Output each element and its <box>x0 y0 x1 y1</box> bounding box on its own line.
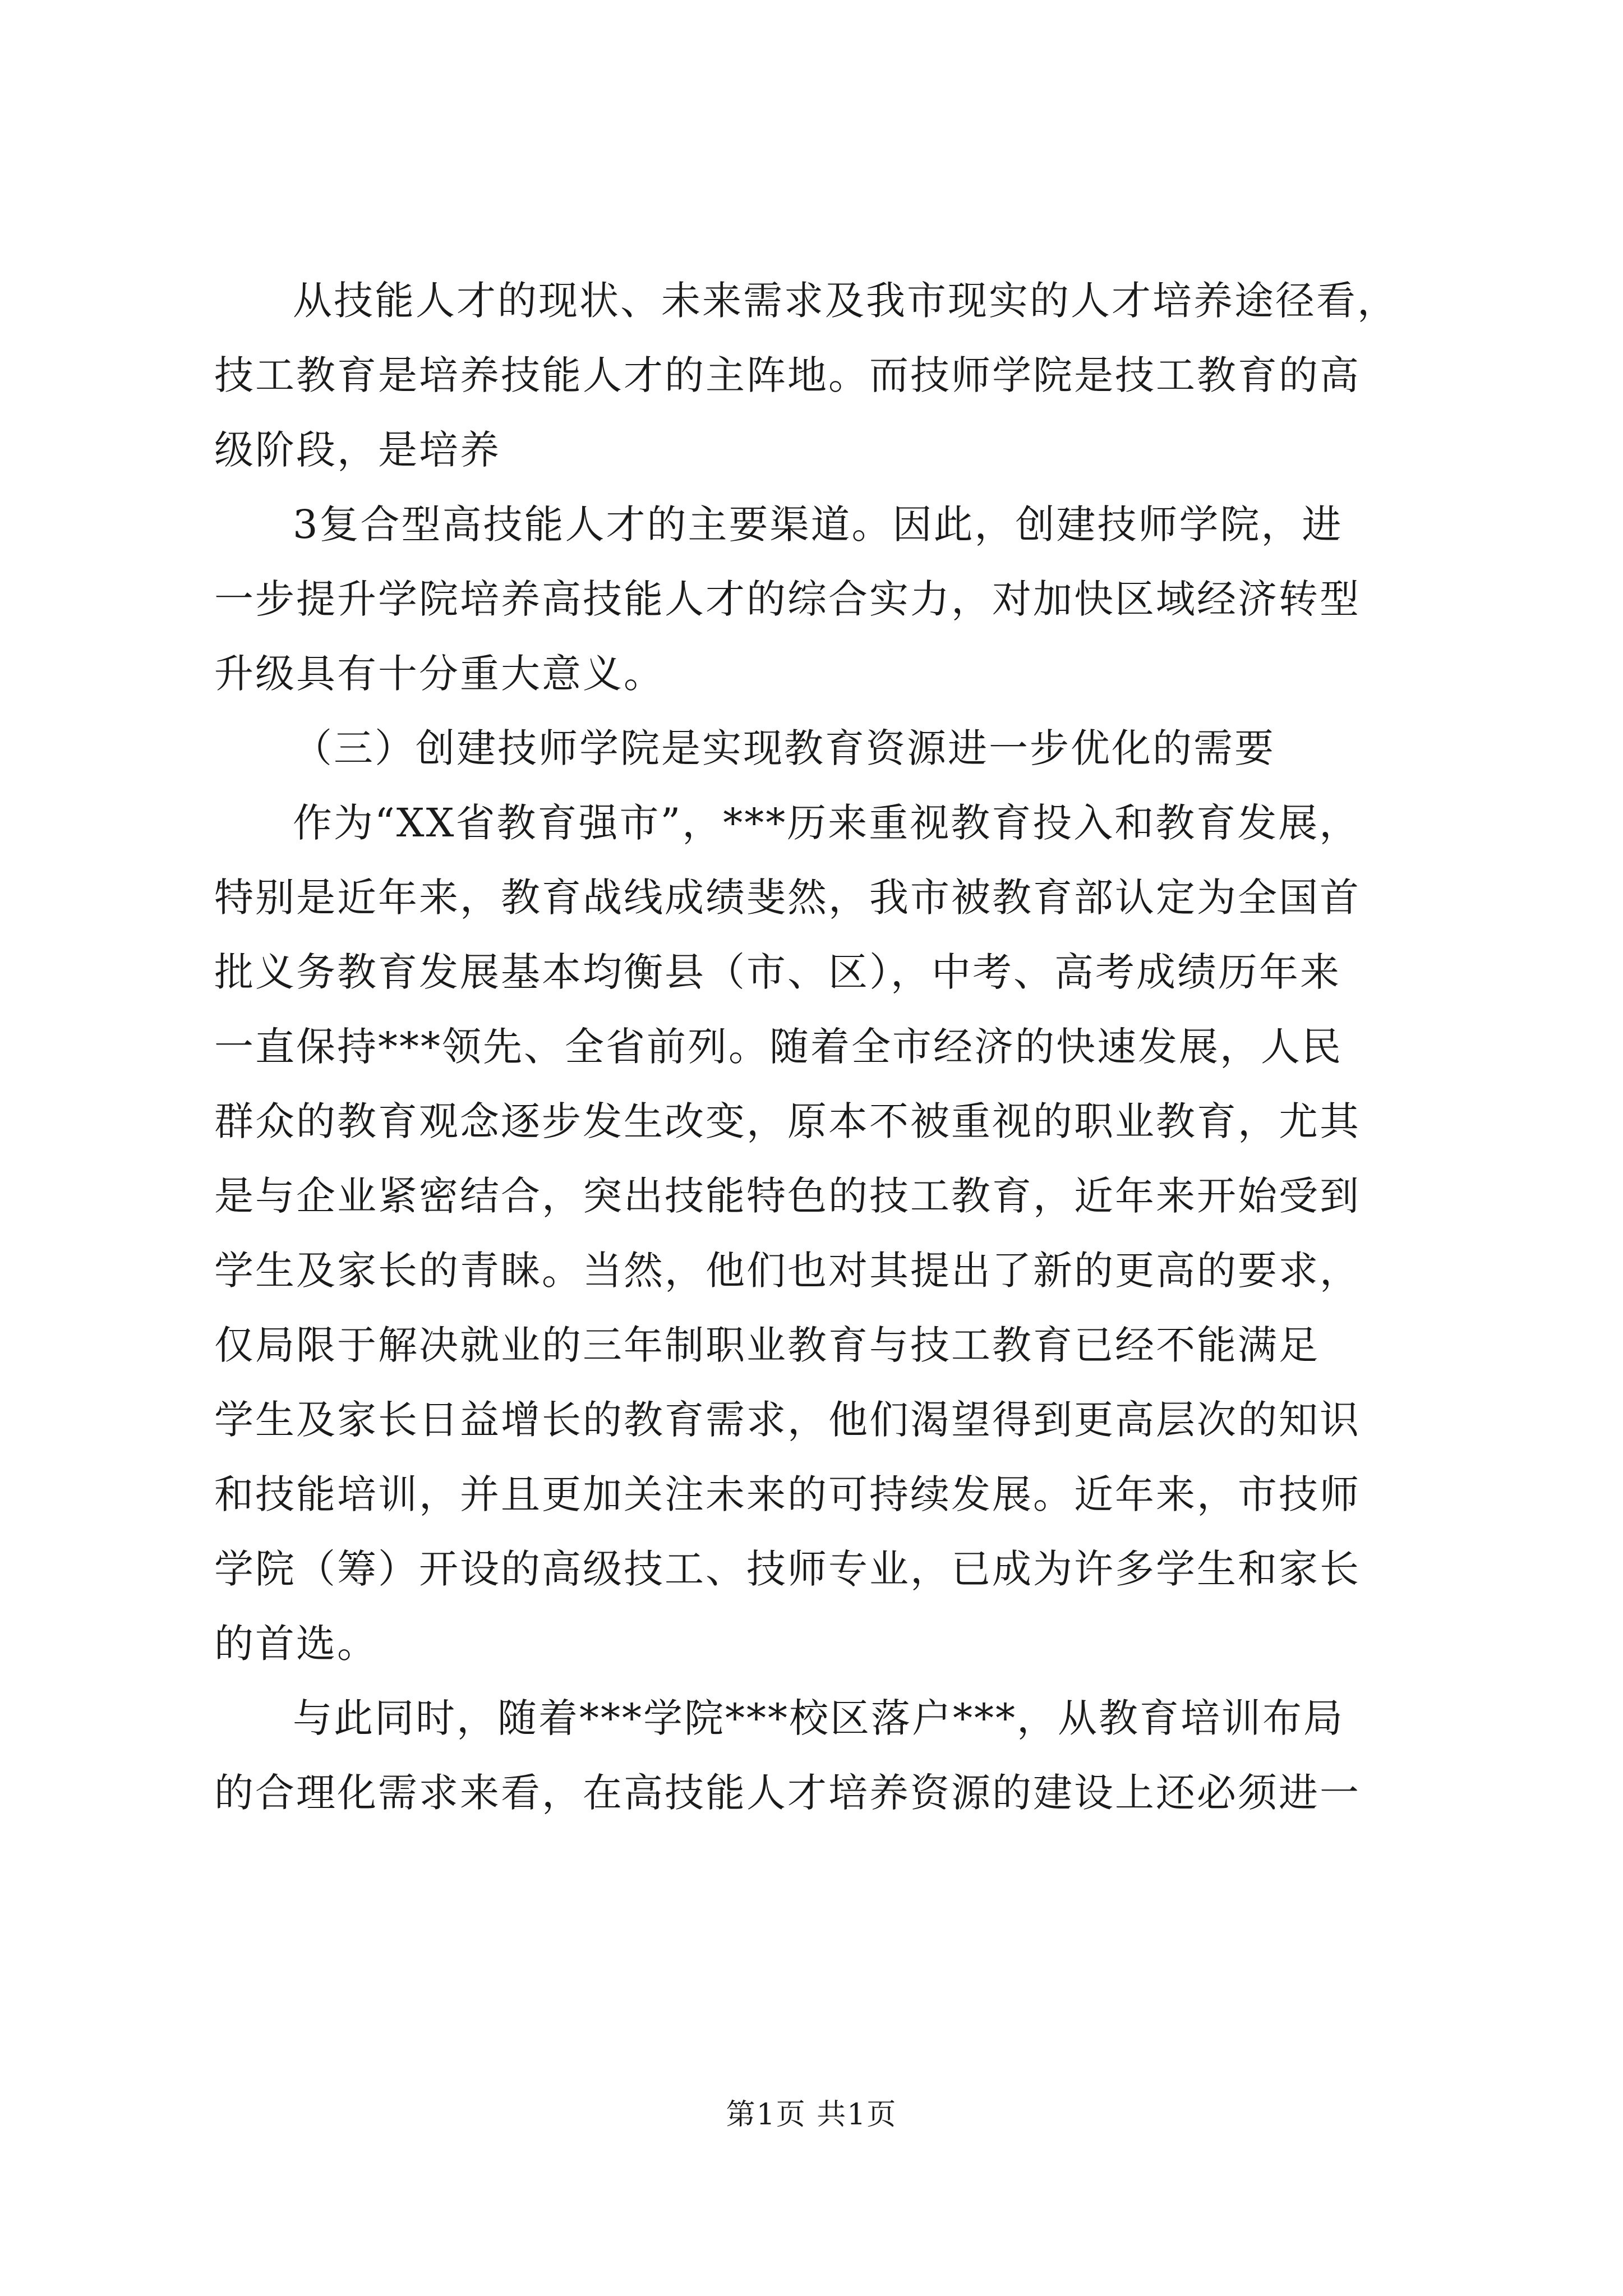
text-lines <box>214 264 1414 1830</box>
text-line: 学院（筹）开设的高级技工、技师专业，已成为许多学生和家长 <box>214 1546 1361 1592</box>
text-line: 从技能人才的现状、未来需求及我市现实的人才培养途径看， <box>293 278 1398 324</box>
text-line: 学生及家长日益增长的教育需求，他们渴望得到更高层次的知识 <box>214 1397 1361 1443</box>
text-line: 升级具有十分重大意义。 <box>214 651 665 697</box>
text-line: 一直保持***领先、全省前列。随着全市经济的快速发展，人民 <box>214 1024 1343 1070</box>
document-body <box>214 264 1414 1830</box>
text-line: 批义务教育发展基本均衡县（市、区），中考、高考成绩历年来 <box>214 949 1341 995</box>
text-line: 和技能培训，并且更加关注未来的可持续发展。近年来，市技师 <box>214 1471 1361 1517</box>
text-line: 的合理化需求来看，在高技能人才培养资源的建设上还必须进一 <box>214 1770 1361 1816</box>
text-line: 与此同时，随着***学院***校区落户***，从教育培训布局 <box>293 1695 1344 1741</box>
text-line: 3复合型高技能人才的主要渠道。因此，创建技师学院，进 <box>293 501 1343 547</box>
text-line: 仅局限于解决就业的三年制职业教育与技工教育已经不能满足 <box>214 1322 1320 1368</box>
text-line: 作为“XX省教育强市”，***历来重视教育投入和教育发展， <box>293 800 1361 846</box>
page-footer: 第1页 共1页 <box>726 2098 897 2132</box>
text-line: 一步提升学院培养高技能人才的综合实力，对加快区域经济转型 <box>214 576 1361 622</box>
text-line: 群众的教育观念逐步发生改变，原本不被重视的职业教育，尤其 <box>214 1098 1361 1144</box>
text-line: 学生及家长的青睐。当然，他们也对其提出了新的更高的要求， <box>214 1248 1361 1294</box>
text-line: 级阶段，是培养 <box>214 427 501 473</box>
text-line: （三）创建技师学院是实现教育资源进一步优化的需要 <box>293 725 1275 771</box>
text-line: 技工教育是培养技能人才的主阵地。而技师学院是技工教育的高 <box>214 352 1361 398</box>
text-line: 特别是近年来，教育战线成绩斐然，我市被教育部认定为全国首 <box>214 875 1361 921</box>
text-line: 的首选。 <box>214 1621 378 1667</box>
text-line: 是与企业紧密结合，突出技能特色的技工教育，近年来开始受到 <box>214 1173 1361 1219</box>
